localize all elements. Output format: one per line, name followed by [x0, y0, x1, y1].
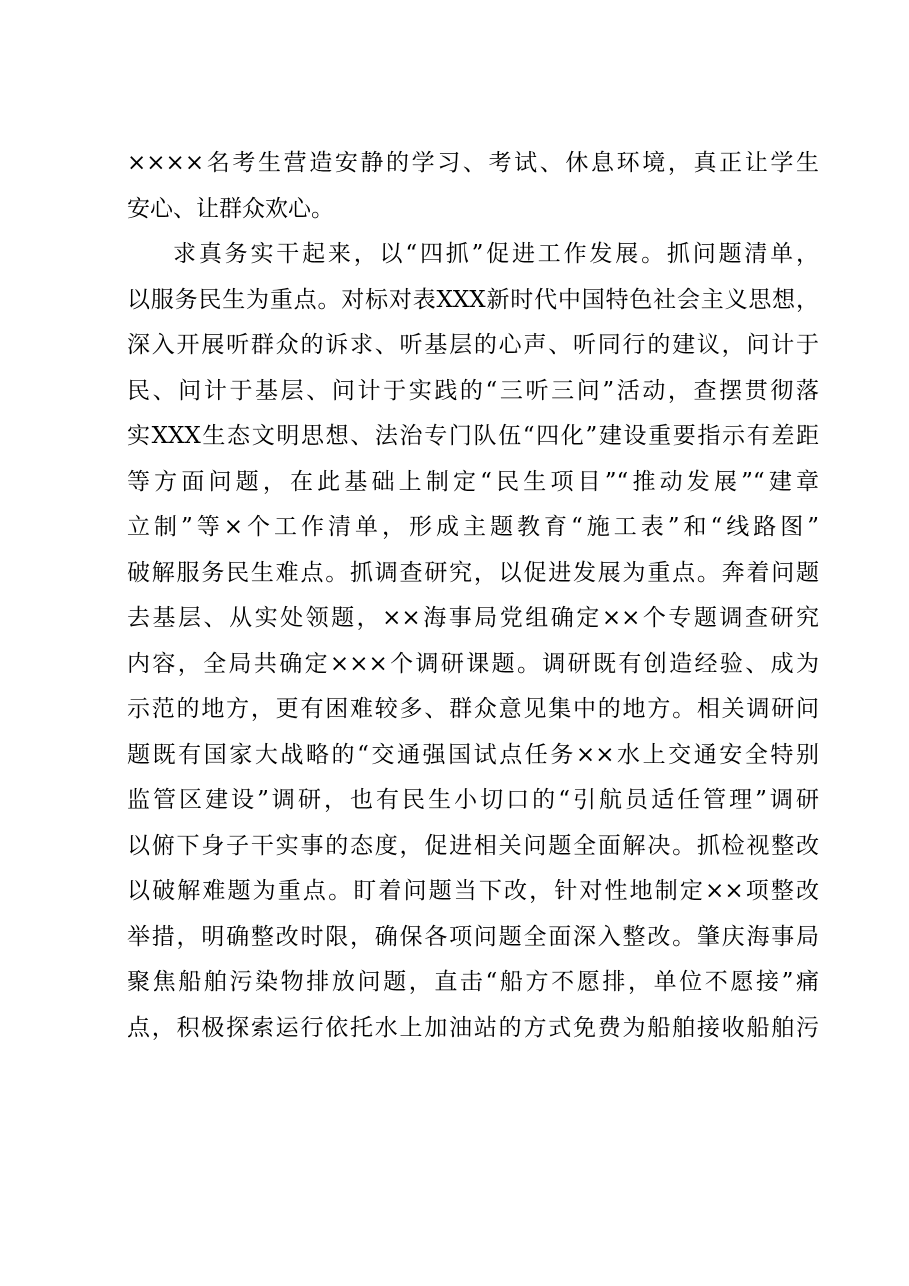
- text-line: 聚焦船舶污染物排放问题，直击“船方不愿排，单位不愿接”痛: [127, 969, 819, 995]
- text-line: 举措，明确整改时限，确保各项问题全面深入整改。肇庆海事局: [127, 923, 819, 950]
- text-line: 以服务民生为重点。对标对表XXX新时代中国特色社会主义思想，: [127, 286, 819, 313]
- text-line: 以俯下身子干实事的态度，促进相关问题全面解决。抓检视整改: [127, 832, 819, 859]
- text-line: 去基层、从实处领题，××海事局党组确定××个专题调查研究: [127, 605, 819, 631]
- text-line: ××××名考生营造安静的学习、考试、休息环境，真正让学生: [127, 150, 819, 176]
- text-line: 内容，全局共确定×××个调研课题。调研既有创造经验、成为: [127, 650, 819, 677]
- text-line: 安心、让群众欢心。: [127, 195, 334, 222]
- text-line: 立制”等×个工作清单，形成主题教育“施工表”和“线路图”: [127, 514, 819, 540]
- text-line: 求真务实干起来，以“四抓”促进工作发展。抓问题清单，: [173, 241, 819, 267]
- text-line: 以破解难题为重点。盯着问题当下改，针对性地制定××项整改: [127, 878, 819, 904]
- text-line: 深入开展听群众的诉求、听基层的心声、听同行的建议，问计于: [127, 332, 819, 358]
- text-line: 监管区建设”调研，也有民生小切口的“引航员适任管理”调研: [127, 787, 819, 813]
- text-line: 民、问计于基层、问计于实践的“三听三问”活动，查摆贯彻落: [127, 377, 819, 404]
- text-line: 破解服务民生难点。抓调查研究，以促进发展为重点。奔着问题: [127, 559, 819, 586]
- body-text: [127, 141, 827, 1051]
- text-line: 示范的地方，更有困难较多、群众意见集中的地方。相关调研问: [127, 696, 819, 722]
- text-line: 题既有国家大战略的“交通强国试点任务××水上交通安全特别: [127, 741, 819, 768]
- text-line: 等方面问题，在此基础上制定“民生项目”“推动发展”“建章: [127, 468, 819, 495]
- text-line: 实XXX生态文明思想、法治专门队伍“四化”建设重要指示有差距: [127, 423, 819, 449]
- text-line: 点，积极探索运行依托水上加油站的方式免费为船舶接收船舶污: [127, 1014, 819, 1041]
